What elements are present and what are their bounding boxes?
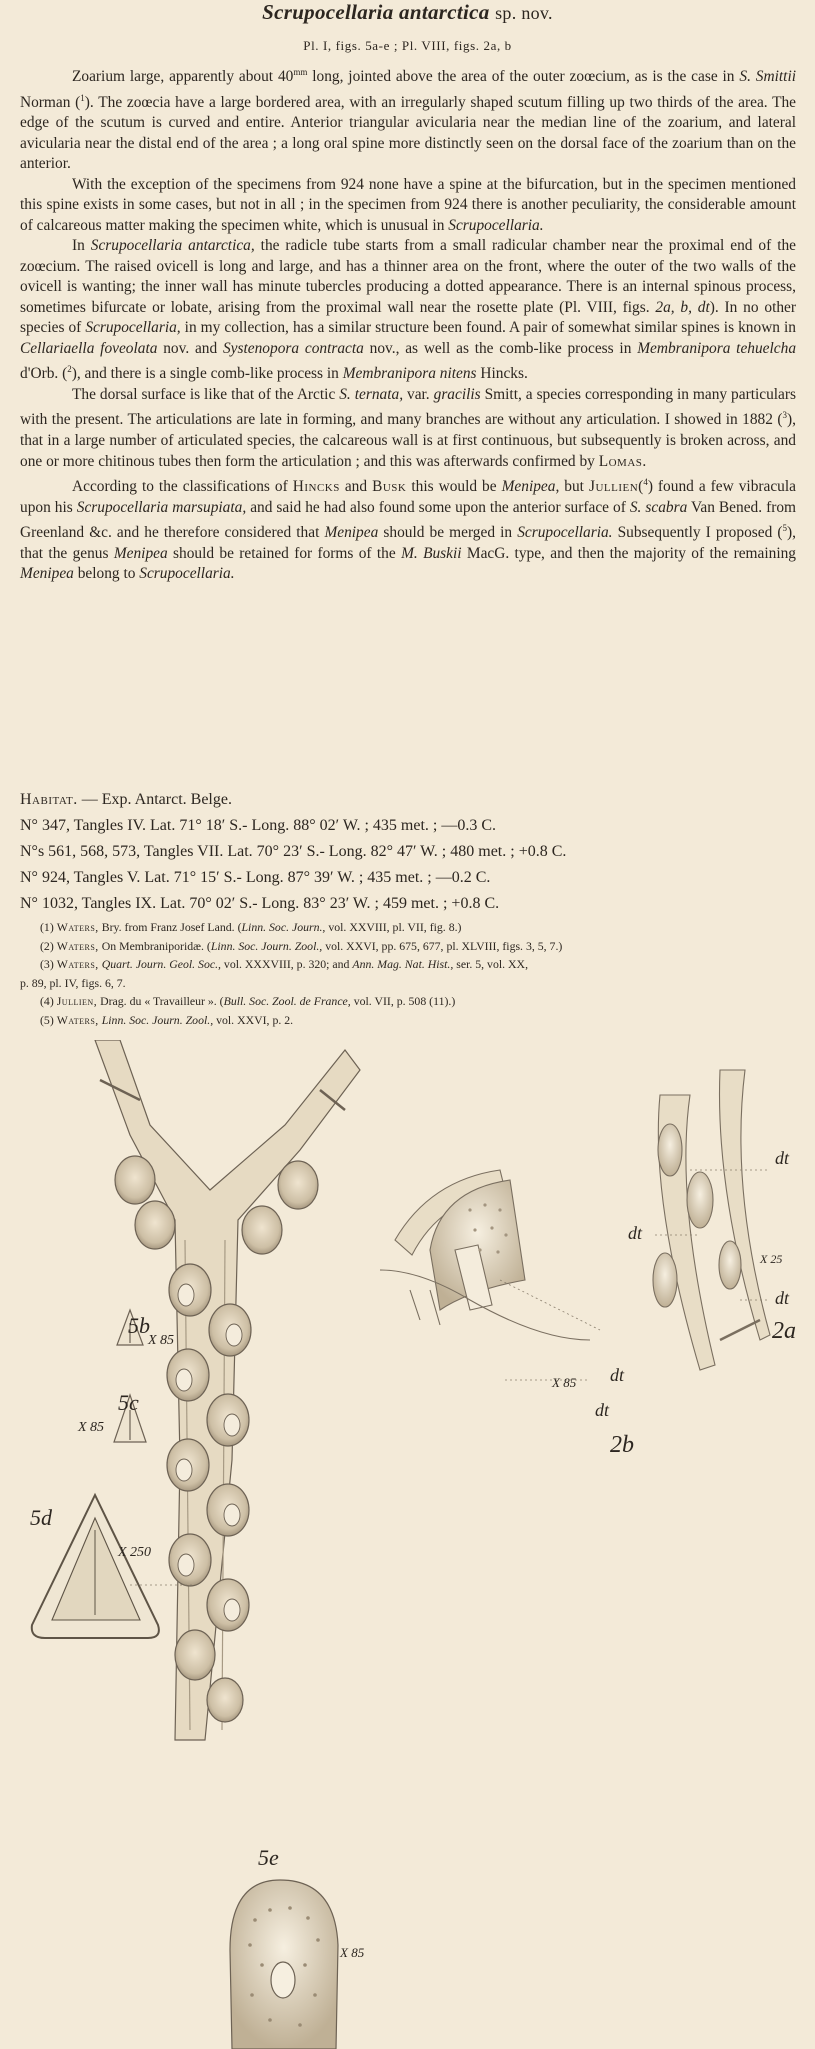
text-run: (4) (40, 994, 57, 1008)
italic-text: S. ternata, (339, 385, 404, 403)
text-run: long, jointed above the area of the outer zoœcium, as is the case in (307, 68, 740, 86)
station-line: N°s 561, 568, 573, Tangles VII. Lat. 70° 23′ S.- Long. 82° 47′ W. ; 480 met. ; +0.8 C. (20, 843, 567, 860)
habitat-heading-line (20, 787, 796, 813)
author-name: Jullien (588, 478, 639, 496)
text-run: Van Bened. from Greenland &c. and he therefore considered that (20, 498, 796, 542)
figure-label-2b: 2b (610, 1432, 634, 1458)
italic-text: Ann. Mag. Nat. Hist., (352, 957, 454, 971)
text-run: In (72, 237, 91, 255)
dt-label: dt (775, 1148, 790, 1168)
text-run: d'Orb. ( (20, 365, 68, 383)
footnote (20, 992, 796, 1011)
text-run: ), and there is a single comb-like process in (71, 365, 343, 383)
text-run: this would be (406, 478, 502, 496)
author-name: Waters, (56, 938, 99, 953)
text-run: Hincks. (476, 365, 528, 383)
italic-text: Quart. Journ. Geol. Soc., (101, 957, 221, 971)
text-run: p. 89, pl. IV, figs. 6, 7. (20, 975, 126, 990)
habitat-section (20, 787, 796, 917)
italic-text: Menipea, (501, 478, 560, 496)
station-line: N° 1032, Tangles IX. Lat. 70° 02′ S.- Long. 83° 23′ W. ; 459 met. ; +0.8 C. (20, 895, 500, 912)
italic-text: Scrupocellaria. (517, 524, 613, 542)
author-name: Busk (372, 478, 407, 496)
text-run: the radicle tube starts from a small radicular chamber near the proximal end of the zoœcium. The raised ovicell is long and large, and has a thinner area on the front, where the outer of the two walls of the ovicell is wanting; the inner wall has minute tubercles producing a dotted appearance. There is an internal spinous process, sometimes bifurcate or lobate, arising from the proximal wall near the rosette plate (Pl. VIII, figs. (20, 237, 797, 316)
ovicell-5e-drawing (230, 1880, 338, 2049)
italic-text: Linn. Soc. Journ. Zool., (210, 938, 323, 953)
text-run: Norman ( (20, 93, 81, 111)
footnotes (20, 918, 796, 1029)
text-run: MacG. type, and then the majority of the remaining (461, 544, 796, 562)
paragraph (20, 175, 796, 237)
dt-label: dt (610, 1365, 625, 1385)
italic-text: Scrupocellaria antarctica, (90, 237, 255, 255)
italic-text: Linn. Soc. Journ., (241, 920, 326, 934)
figure-label-5c: 5c (118, 1390, 139, 1415)
text-run: With the exception of the specimens from 924 none have a spine at the bifurcation, but in the specimen mentioned this spine exists in some cases, but not in all ; in the specimen from 924 there is another peculiarity, the considerable amount of calcareous matter making the specimen white, which is unusual in (20, 175, 796, 234)
author-name: Waters, (56, 957, 99, 971)
text-run: The dorsal surface is like that of the Arctic (72, 385, 340, 403)
footnote-ref: 1 (80, 92, 85, 103)
text-run: should be retained for forms of the (167, 544, 402, 562)
species-name: Scrupocellaria antarctica (262, 0, 490, 24)
magnification-2b: X 85 (552, 1375, 577, 1390)
text-run: but (559, 478, 589, 496)
italic-text: 2a, b, dt (655, 298, 710, 316)
text-run: Smitt, a species corresponding in many particulars with the present. The articulations are late in forming, and many branches are without any articulation. I showed in 1882 ( (20, 385, 796, 429)
text-run: ser. 5, vol. XX, (453, 957, 529, 971)
italic-text: Membranipora tehuelcha (637, 339, 797, 357)
footnote-ref: 2 (67, 364, 72, 375)
dt-label: dt (595, 1400, 610, 1420)
branch-2a-drawing (653, 1070, 770, 1370)
magnification-5b: X 85 (148, 1333, 175, 1348)
text-run: ), that the genus (20, 524, 796, 562)
text-run: (2) (40, 938, 57, 953)
text-run: ). In no other species of (20, 298, 796, 337)
text-run: ( (638, 478, 644, 496)
footnote-ref: mm (293, 67, 308, 77)
author-name: Jullien, (56, 994, 98, 1008)
italic-text: Menipea (20, 565, 74, 583)
dt-label: dt (628, 1223, 643, 1243)
station-line: N° 347, Tangles IV. Lat. 71° 18′ S.- Long. 88° 02′ W. ; 435 met. ; —0.3 C. (20, 817, 497, 834)
italic-text: Membranipora nitens (342, 365, 477, 383)
text-run: On Membraniporidæ. ( (98, 938, 211, 953)
text-run: (5) (40, 1012, 57, 1027)
author-name: Hincks (292, 478, 340, 496)
magnification-5e: X 85 (340, 1945, 365, 1960)
italic-text: Scrupocellaria. (139, 565, 235, 583)
author-name: Waters, (56, 1012, 99, 1027)
italic-text: Linn. Soc. Journ. Zool., (101, 1012, 214, 1027)
footnote-ref: 3 (782, 410, 788, 421)
text-run: Bry. from Franz Josef Land. ( (98, 920, 242, 934)
paragraph (20, 62, 796, 175)
italic-text: Menipea (113, 544, 168, 562)
text-run: ), that in a large number of articulated species, the calcareous wall is at first continuous, but subsequently is broken across, and one or more chitinous tubes then form the articulation ; and this was afterwards confirmed by (20, 411, 796, 470)
author-name: Lomas. (598, 452, 647, 470)
paragraph (20, 472, 796, 585)
text-run: According to the classifications of (72, 478, 293, 496)
magnification-5d: X 250 (118, 1545, 152, 1560)
footnote (20, 937, 796, 956)
paragraph (20, 236, 796, 385)
text-run: Subsequently I proposed ( (612, 524, 783, 542)
text-run: (1) (40, 920, 57, 934)
italic-text: Scrupocellaria marsupiata, (76, 498, 247, 516)
footnote (20, 918, 796, 937)
footnote (20, 955, 796, 974)
habitat-heading: Habitat. (20, 791, 78, 808)
text-run: ) found a few vibracula upon his (20, 478, 796, 516)
text-run: nov. and (157, 339, 223, 357)
text-run: vol. XXVI, pp. 675, 677, pl. XLVIII, figs. 3, 5, 7.) (322, 938, 563, 953)
footnote-ref: 4 (643, 477, 648, 487)
plate-figures (0, 1040, 815, 2049)
italic-text: Scrupocellaria. (448, 216, 544, 234)
figure-label-2a: 2a (772, 1318, 796, 1344)
text-run: vol. XXXVIII, p. 320; and (220, 957, 353, 971)
plate-reference: Pl. I, figs. 5a-e ; Pl. VIII, figs. 2a, b (303, 38, 512, 53)
footnote-ref: 5 (782, 523, 788, 534)
text-run: in my collection, has a similar structure been found. A pair of somewhat similar spines is known in (180, 319, 796, 337)
figure-label-5e: 5e (258, 1845, 279, 1870)
species-status: sp. nov. (495, 3, 553, 23)
ovicell-2b-drawing (380, 1170, 590, 1340)
paragraph (20, 385, 796, 472)
italic-text: Systenopora contracta (222, 339, 364, 357)
page-title (0, 0, 815, 25)
text-run: vol. VII, p. 508 (11).) (350, 994, 456, 1008)
station-line: N° 924, Tangles V. Lat. 71° 15′ S.- Long. 87° 39′ W. ; 435 met. ; —0.2 C. (20, 869, 491, 886)
italic-text: Scrupocellaria, (85, 319, 181, 337)
description-text (20, 62, 796, 585)
text-run: nov., as well as the comb-like process in (363, 339, 638, 357)
text-run: (3) (40, 957, 57, 971)
dt-label: dt (775, 1288, 790, 1308)
text-run: and (339, 478, 373, 496)
italic-text: S. Smittii (739, 68, 796, 86)
magnification-5c: X 85 (78, 1420, 105, 1435)
italic-text: Bull. Soc. Zool. de France, (223, 994, 351, 1008)
italic-text: Menipea (324, 524, 379, 542)
figure-label-5b: 5b (128, 1313, 150, 1338)
text-run: and said he had also found some upon the anterior surface of (246, 498, 630, 516)
italic-text: Cellariaella foveolata (20, 339, 158, 357)
magnification-2a: X 25 (760, 1252, 783, 1266)
text-run: Drag. du « Travailleur ». ( (97, 994, 224, 1008)
text-run: ). The zoœcia have a large bordered area, with an irregularly shaped scutum filling up two thirds of the area. The edge of the scutum is curved and entire. Anterior triangular avicularia near the median line of the zoarium, and lateral avicularia near the distal end of the area ; a long oral spine more distinctly seen on the dorsal face of the zoarium than on the anterior. (20, 93, 797, 173)
footnote (20, 1011, 796, 1030)
habitat-source: — Exp. Antarct. Belge. (81, 791, 232, 808)
italic-text: gracilis (433, 385, 481, 403)
footnote-continuation (20, 974, 796, 993)
text-run: vol. XXVIII, pl. VII, fig. 8.) (325, 920, 462, 934)
text-run: should be merged in (378, 524, 518, 542)
author-name: Waters, (56, 920, 99, 934)
figure-label-5d: 5d (30, 1505, 52, 1530)
italic-text: M. Buskii (401, 544, 462, 562)
text-run: Zoarium large, apparently about 40 (72, 68, 294, 86)
text-run: belong to (73, 565, 140, 583)
italic-text: S. scabra (629, 498, 688, 516)
text-run: vol. XXVI, p. 2. (213, 1012, 294, 1027)
text-run: var. (403, 385, 434, 403)
